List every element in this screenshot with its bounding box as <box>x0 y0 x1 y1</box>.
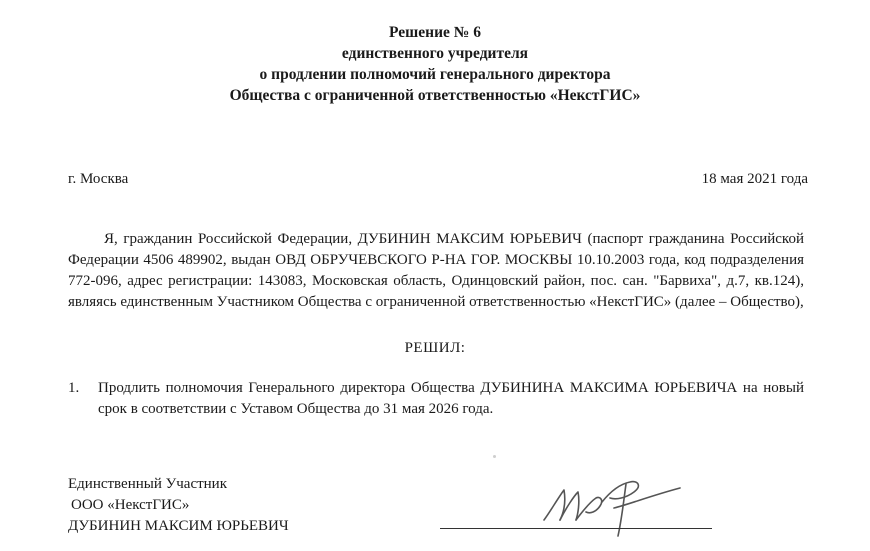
title-line-subject: о продлении полномочий генерального директора <box>259 66 611 83</box>
preamble-paragraph: Я, гражданин Российской Федерации, ДУБИНИН МАКСИМ ЮРЬЕВИЧ (паспорт гражданина Российской Федерации 4506 489902, выдан ОВД ОБРУЧЕВСКОГО Р-НА ГОР. МОСКВЫ 10.10.2003 года, код подразделения 772-096, адрес регистрации: 143083, Московская область, Одинцовский район, пос. сан. "Барвиха", д.7, кв.124), являясь единственным Участником Общества с ограниченной ответственностью «НекстГИС» (далее – Общество), <box>68 231 804 310</box>
title-line-company: Общества с ограниченной ответственностью «НекстГИС» <box>229 87 641 104</box>
signer-role: Единственный Участник <box>68 476 228 492</box>
decision-item <box>68 378 804 420</box>
decision-number-title: Решение № 6 <box>389 24 481 41</box>
signer-name: ДУБИНИН МАКСИМ ЮРЬЕВИЧ <box>68 518 289 534</box>
scan-speck <box>493 455 496 458</box>
decision-heading: РЕШИЛ: <box>404 340 466 356</box>
document-date: 18 мая 2021 года <box>701 171 808 187</box>
document-title-block <box>0 22 870 106</box>
signer-organization: ООО «НекстГИС» <box>71 497 190 513</box>
document-place: г. Москва <box>68 171 129 187</box>
signer-block <box>68 474 289 537</box>
decision-item-number: 1. <box>68 380 80 396</box>
decision-item-text: Продлить полномочия Генерального директора Общества ДУБИНИНА МАКСИМА ЮРЬЕВИЧА на новый срок в соответствии с Уставом Общества до 31 мая 2026 года. <box>98 380 804 417</box>
signature-line <box>440 528 712 529</box>
handwritten-signature <box>530 462 690 542</box>
title-line-founder: единственного учредителя <box>341 45 529 62</box>
